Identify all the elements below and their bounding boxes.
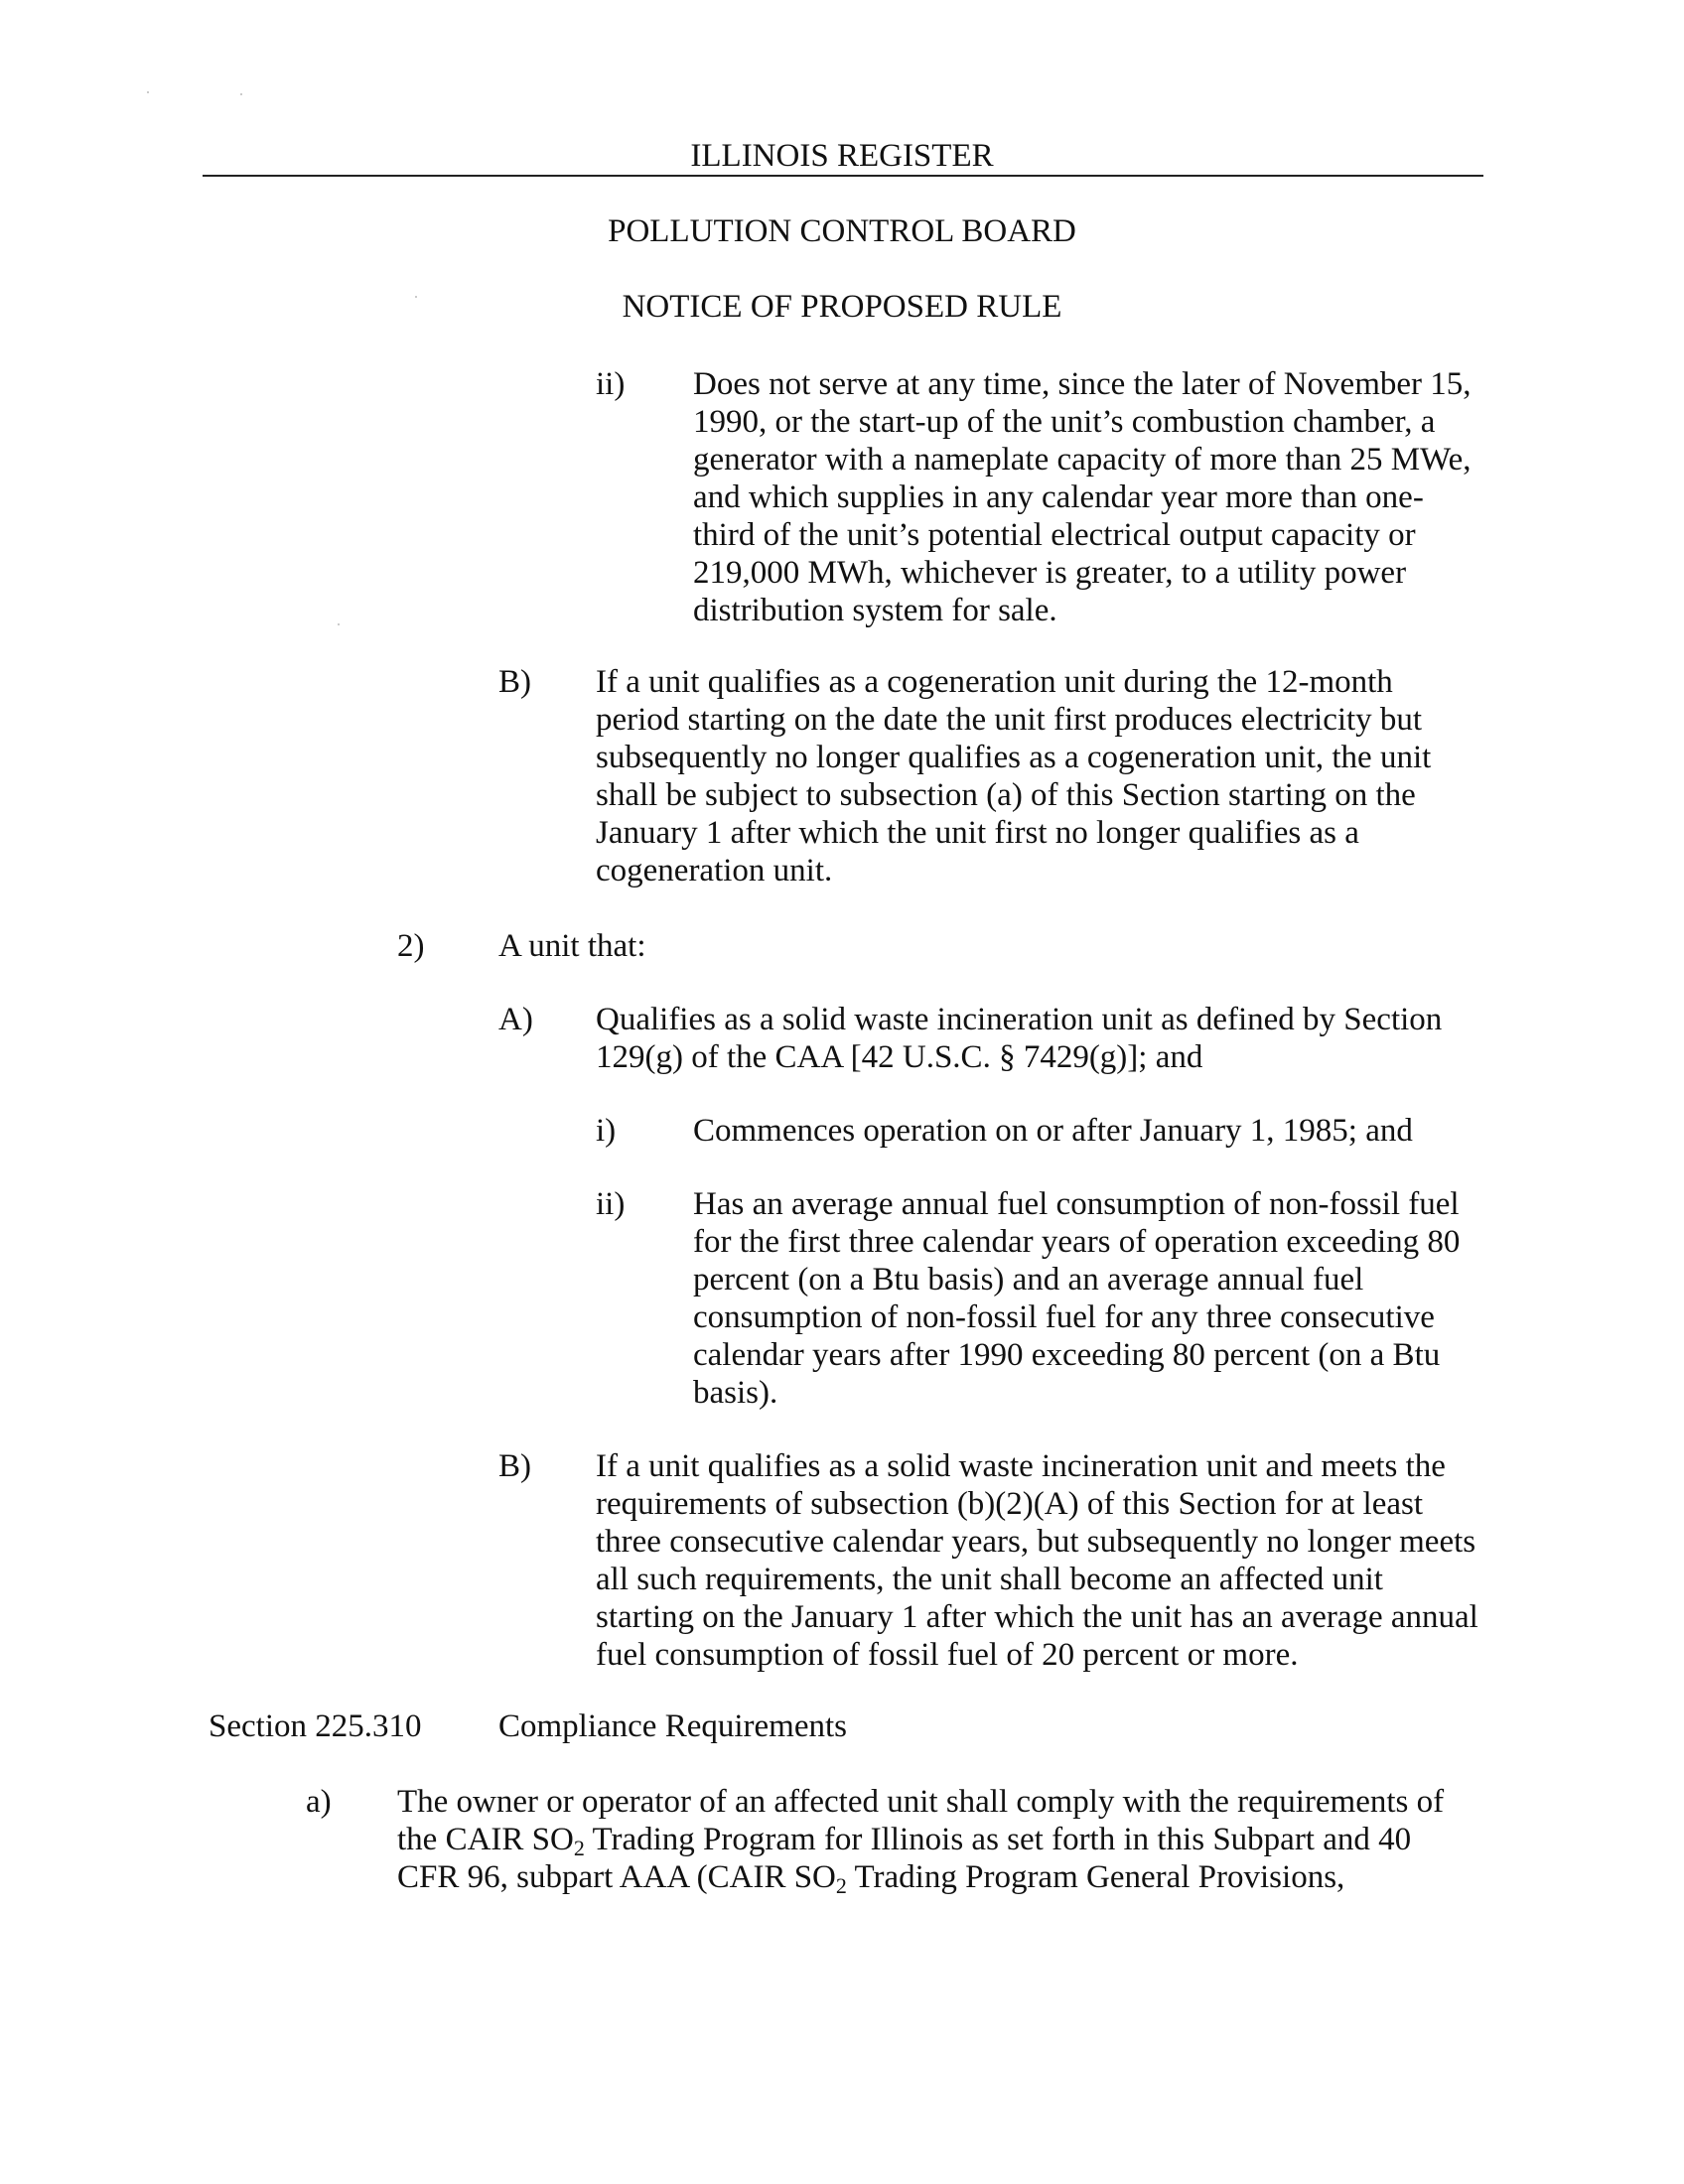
subscript: 2 (573, 1836, 585, 1860)
text-line: three consecutive calendar years, but subsequently no longer meets (596, 1524, 1476, 1560)
board-name: POLLUTION CONTROL BOARD (608, 213, 1076, 249)
text-line: 219,000 MWh, whichever is greater, to a utility power (693, 555, 1407, 591)
scan-speck (147, 91, 149, 93)
text-line: 129(g) of the CAA [42 U.S.C. § 7429(g)]; and (596, 1039, 1203, 1075)
item-label-a: a) (306, 1784, 332, 1820)
item-body-2: A unit that: (498, 928, 646, 964)
scan-speck (338, 623, 340, 625)
item-label-B: B) (498, 664, 531, 700)
text-line: cogeneration unit. (596, 853, 833, 888)
text-line: all such requirements, the unit shall become an affected unit (596, 1562, 1383, 1597)
text-line: distribution system for sale. (693, 593, 1057, 628)
text-line: third of the unit’s potential electrical output capacity or (693, 517, 1416, 553)
notice-title: NOTICE OF PROPOSED RULE (622, 289, 1062, 325)
text-span: Trading Program for Illinois as set forth in this Subpart and 40 (584, 1822, 1412, 1857)
register-title: ILLINOIS REGISTER (690, 138, 994, 174)
text-line: Qualifies as a solid waste incineration unit as defined by Section (596, 1002, 1443, 1037)
section-number: Section 225.310 (209, 1708, 422, 1744)
text-line: subsequently no longer qualifies as a cogeneration unit, the unit (596, 740, 1432, 775)
item-label-2: 2) (397, 928, 425, 964)
text-line: Does not serve at any time, since the later of November 15, (693, 366, 1472, 402)
item-label-i: i) (596, 1113, 617, 1149)
scan-speck (240, 93, 242, 95)
item-label-ii: ii) (596, 1186, 626, 1222)
text-line: calendar years after 1990 exceeding 80 percent (on a Btu (693, 1337, 1441, 1373)
text-line: starting on the January 1 after which the unit has an average annual (596, 1599, 1478, 1635)
text-line: generator with a nameplate capacity of more than 25 MWe, (693, 442, 1472, 478)
text-line (397, 1821, 1411, 1858)
text-span: Trading Program General Provisions, (846, 1859, 1345, 1895)
text-line: basis). (693, 1375, 778, 1411)
text-line: If a unit qualifies as a cogeneration unit during the 12-month (596, 664, 1393, 700)
text-line: 1990, or the start-up of the unit’s combustion chamber, a (693, 404, 1436, 440)
text-line: fuel consumption of fossil fuel of 20 percent or more. (596, 1637, 1299, 1673)
item-label-B: B) (498, 1448, 531, 1484)
text-line: requirements of subsection (b)(2)(A) of this Section for at least (596, 1486, 1424, 1522)
text-line: percent (on a Btu basis) and an average annual fuel (693, 1262, 1364, 1297)
header-rule (203, 175, 1483, 177)
section-title: Compliance Requirements (498, 1708, 847, 1744)
text-span: the CAIR SO (397, 1822, 574, 1857)
text-line: January 1 after which the unit first no longer qualifies as a (596, 815, 1359, 851)
text-line: for the first three calendar years of operation exceeding 80 (693, 1224, 1461, 1260)
text-line: shall be subject to subsection (a) of this Section starting on the (596, 777, 1416, 813)
text-span: CFR 96, subpart AAA (CAIR SO (397, 1859, 836, 1895)
text-line: If a unit qualifies as a solid waste incineration unit and meets the (596, 1448, 1446, 1484)
text-line: consumption of non-fossil fuel for any three consecutive (693, 1299, 1435, 1335)
text-line: and which supplies in any calendar year more than one- (693, 479, 1424, 515)
text-line: Has an average annual fuel consumption of non-fossil fuel (693, 1186, 1460, 1222)
text-line (397, 1858, 1344, 1896)
item-body-i: Commences operation on or after January 1, 1985; and (693, 1113, 1413, 1149)
text-line: period starting on the date the unit first produces electricity but (596, 702, 1423, 738)
item-label-A: A) (498, 1002, 533, 1037)
item-label-ii: ii) (596, 366, 626, 402)
text-line: The owner or operator of an affected unit shall comply with the requirements of (397, 1784, 1445, 1820)
subscript: 2 (835, 1873, 847, 1898)
